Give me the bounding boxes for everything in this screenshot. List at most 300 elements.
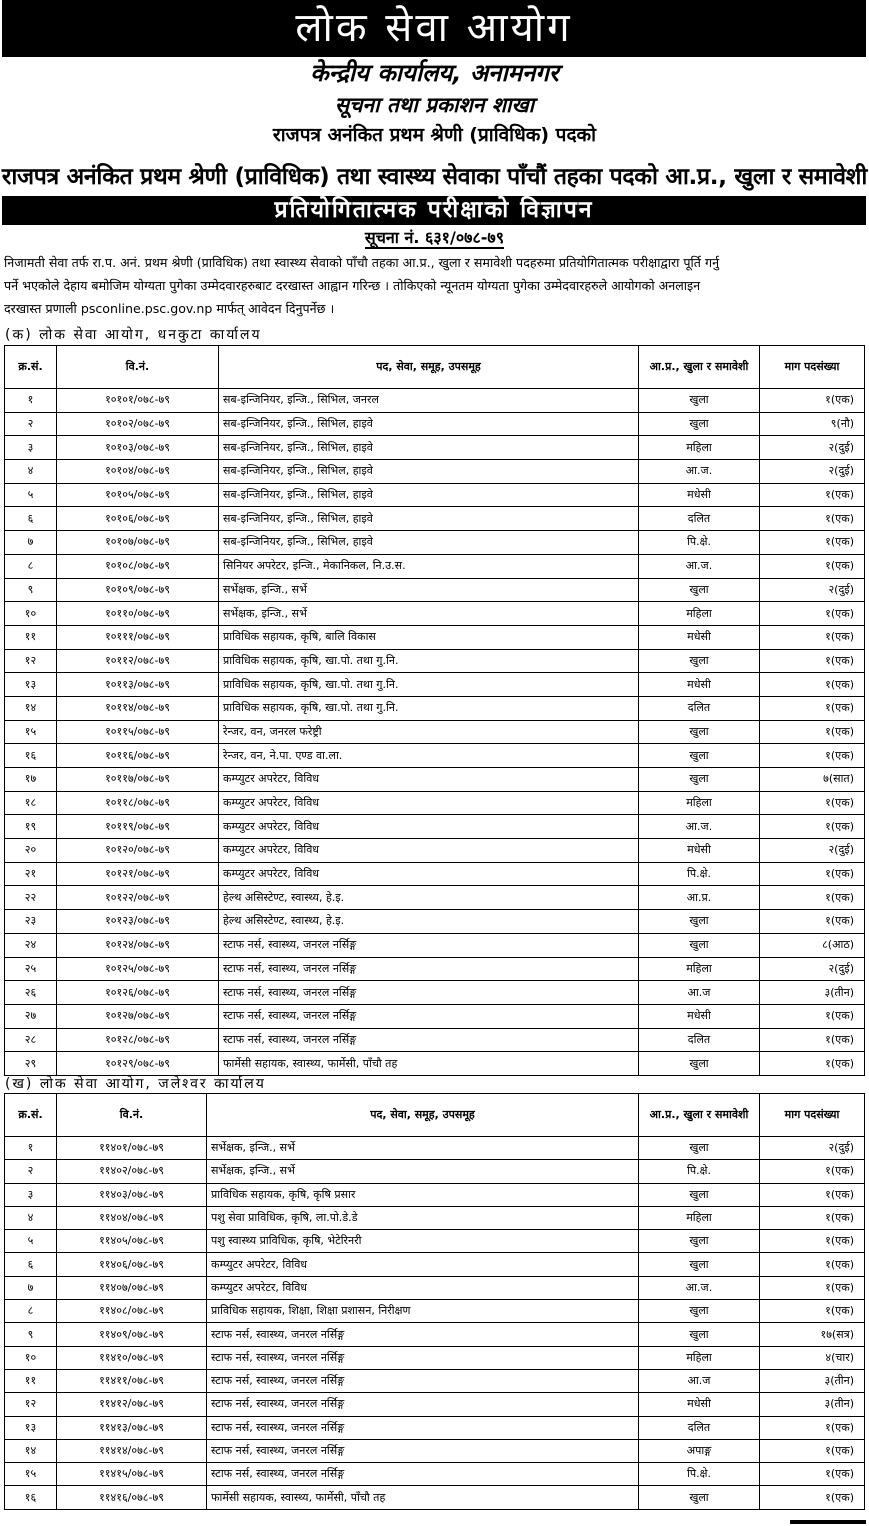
cell-adv-no: ११४१०/०७८-७९	[57, 1346, 207, 1369]
column-header-count: माग पदसंख्या	[760, 1094, 865, 1137]
cell-count: १(एक)	[760, 1276, 865, 1299]
cell-type: आ.ज.	[639, 815, 760, 839]
cell-post: सब-इन्जिनियर, इन्जि., सिभिल, हाइवे	[219, 436, 639, 460]
vacancy-table-jaleshwar	[4, 1093, 865, 1510]
cell-adv-no: ११४१४/०७८-७९	[57, 1439, 207, 1462]
cell-adv-no: ११४०५/०७८-७९	[57, 1230, 207, 1253]
cell-post: कम्प्युटर अपरेटर, विविध	[219, 839, 639, 863]
cell-count: १(एक)	[760, 886, 865, 910]
column-header-adv-no: वि.नं.	[57, 346, 219, 389]
cell-count: १(एक)	[760, 815, 865, 839]
cell-sn: १२	[5, 1393, 57, 1416]
cell-type: खुला	[639, 578, 760, 602]
cell-post: स्टाफ नर्स, स्वास्थ्य, जनरल नर्सिङ्ग	[219, 957, 639, 981]
table-row	[5, 602, 865, 626]
cell-type: आ.ज	[639, 1369, 760, 1392]
cell-adv-no: १०१२६/०७८-७९	[57, 981, 219, 1005]
table-row	[5, 625, 865, 649]
cell-type: मधेसी	[639, 839, 760, 863]
cell-sn: ९	[5, 578, 57, 602]
cell-sn: २५	[5, 957, 57, 981]
cell-post: सब-इन्जिनियर, इन्जि., सिभिल, हाइवे	[219, 507, 639, 531]
cell-count: १(एक)	[760, 720, 865, 744]
cell-adv-no: ११४०३/०७८-७९	[57, 1183, 207, 1206]
cell-adv-no: १०११३/०७८-७९	[57, 673, 219, 697]
column-header-count: माग पदसंख्या	[760, 346, 865, 389]
intro-line-3: दरखास्त प्रणाली psconline.psc.gov.np मार्फत् आवेदन दिनुपर्नेछ ।	[4, 301, 335, 316]
cell-post: प्राविधिक सहायक, कृषि, खा.पो. तथा गु.नि.	[219, 673, 639, 697]
cell-adv-no: ११४११/०७८-७९	[57, 1369, 207, 1392]
cell-sn: २९	[5, 1052, 57, 1076]
column-header-sn: क्र.सं.	[5, 1094, 57, 1137]
table-row	[5, 744, 865, 768]
cell-count: १(एक)	[760, 602, 865, 626]
cell-adv-no: १०११६/०७८-७९	[57, 744, 219, 768]
cell-count: १(एक)	[760, 791, 865, 815]
cell-sn: ११	[5, 1369, 57, 1392]
cell-type: खुला	[639, 1323, 760, 1346]
cell-post: कम्प्युटर अपरेटर, विविध	[219, 768, 639, 792]
cell-post: सब-इन्जिनियर, इन्जि., सिभिल, हाइवे	[219, 483, 639, 507]
cell-adv-no: १०१०३/०७८-७९	[57, 436, 219, 460]
cell-count: १(एक)	[760, 649, 865, 673]
table-row	[5, 1463, 865, 1486]
cell-count: १(एक)	[760, 744, 865, 768]
table-row	[5, 1004, 865, 1028]
table-row	[5, 1346, 865, 1369]
cell-post: हेल्थ असिस्टेण्ट, स्वास्थ्य, हे.इ.	[219, 886, 639, 910]
column-header-type: आ.प्र., खुला र समावेशी	[639, 1094, 760, 1137]
intro-paragraph	[4, 251, 864, 320]
cell-sn: ७	[5, 1276, 57, 1299]
table-body	[5, 389, 865, 1076]
column-header-adv-no: वि.नं.	[57, 1094, 207, 1137]
cell-post: सब-इन्जिनियर, इन्जि., सिभिल, हाइवे	[219, 412, 639, 436]
table-row	[5, 1253, 865, 1276]
table-row	[5, 1369, 865, 1392]
advertisement-headline: राजपत्र अनंकित प्रथम श्रेणी (प्राविधिक) तथा स्वास्थ्य सेवाका पाँचौं तहका पदको आ.प्र., खुला र समावेशी	[1, 164, 868, 190]
cell-count: १(एक)	[760, 1052, 865, 1076]
cell-post: सर्भेक्षक, इन्जि., सर्भे	[219, 578, 639, 602]
table-row	[5, 578, 865, 602]
cell-count: १(एक)	[760, 1206, 865, 1229]
intro-line-2: पर्ने भएकोले देहाय बमोजिम योग्यता पुगेका उम्मेदवारहरुबाट दरखास्त आह्वान गरिन्छ । तोकिएको न्यूनतम योग्यता पुगेका उम्मेदवारहरुले आयोगको अनलाइन	[4, 278, 701, 293]
table-row	[5, 910, 865, 934]
cell-adv-no: ११४०४/०७८-७९	[57, 1206, 207, 1229]
cell-adv-no: १०१०७/०७८-७९	[57, 531, 219, 555]
branch-heading: सूचना तथा प्रकाशन शाखा	[334, 93, 535, 117]
table-row	[5, 1206, 865, 1229]
cell-adv-no: १०११८/०७८-७९	[57, 791, 219, 815]
cell-sn: २८	[5, 1028, 57, 1052]
cell-adv-no: १०१२२/०७८-७९	[57, 886, 219, 910]
column-header-type: आ.प्र., खुला र समावेशी	[639, 346, 760, 389]
table-row	[5, 507, 865, 531]
cell-sn: १९	[5, 815, 57, 839]
cell-adv-no: ११४०१/०७८-७९	[57, 1137, 207, 1160]
table-row	[5, 436, 865, 460]
cell-count: १(एक)	[760, 389, 865, 413]
table-row	[5, 839, 865, 863]
table-row	[5, 531, 865, 555]
cell-adv-no: ११४०२/०७८-७९	[57, 1160, 207, 1183]
cell-sn: ८	[5, 1300, 57, 1323]
table-row	[5, 1137, 865, 1160]
cell-post: सब-इन्जिनियर, इन्जि., सिभिल, हाइवे	[219, 531, 639, 555]
cell-count: १(एक)	[760, 507, 865, 531]
cell-sn: १५	[5, 1463, 57, 1486]
cell-post: प्राविधिक सहायक, कृषि, खा.पो. तथा गु.नि.	[219, 696, 639, 720]
table-row	[5, 886, 865, 910]
cell-count: १(एक)	[760, 1439, 865, 1462]
cell-post: स्टाफ नर्स, स्वास्थ्य, जनरल नर्सिङ्ग	[207, 1416, 639, 1439]
cell-sn: १४	[5, 1439, 57, 1462]
cell-adv-no: १०१२९/०७८-७९	[57, 1052, 219, 1076]
intro-line-1: निजामती सेवा तर्फ रा.प. अनं. प्रथम श्रेणी (प्राविधिक) तथा स्वास्थ्य सेवाको पाँचौ तहका आ.प्र., खुला र समावेशी पदहरुमा प्रतियोगितात्मक परीक्षाद्वारा पूर्ति गर्नु	[4, 255, 720, 270]
cell-type: खुला	[639, 768, 760, 792]
cell-adv-no: १०१२१/०७८-७९	[57, 862, 219, 886]
cell-count: ३(तीन)	[760, 981, 865, 1005]
cell-type: खुला	[639, 412, 760, 436]
cell-type: आ.ज.	[639, 460, 760, 484]
cell-type: खुला	[639, 720, 760, 744]
cell-adv-no: १०१११/०७८-७९	[57, 625, 219, 649]
cell-type: खुला	[639, 1230, 760, 1253]
cell-type: दलित	[639, 696, 760, 720]
cell-post: कम्प्युटर अपरेटर, विविध	[219, 791, 639, 815]
cell-count: १(एक)	[760, 696, 865, 720]
cell-count: १(एक)	[760, 531, 865, 555]
cell-sn: १६	[5, 744, 57, 768]
cell-adv-no: १०१२३/०७८-७९	[57, 910, 219, 934]
cell-count: १(एक)	[760, 483, 865, 507]
cell-sn: २७	[5, 1004, 57, 1028]
cell-post: सर्भेक्षक, इन्जि., सर्भे	[207, 1137, 639, 1160]
cell-type: पि.क्षे.	[639, 1160, 760, 1183]
cell-sn: ५	[5, 1230, 57, 1253]
table-row	[5, 1393, 865, 1416]
cell-count: १(एक)	[760, 1230, 865, 1253]
cell-type: खुला	[639, 910, 760, 934]
cell-adv-no: ११४०८/०७८-७९	[57, 1300, 207, 1323]
cell-type: महिला	[639, 1206, 760, 1229]
table-row	[5, 1160, 865, 1183]
cell-post: स्टाफ नर्स, स्वास्थ्य, जनरल नर्सिङ्ग	[207, 1346, 639, 1369]
cell-type: आ.ज.	[639, 554, 760, 578]
cell-type: दलित	[639, 507, 760, 531]
cell-count: १७(सत्र)	[760, 1323, 865, 1346]
cell-post: प्राविधिक सहायक, कृषि, कृषि प्रसार	[207, 1183, 639, 1206]
cell-sn: १२	[5, 649, 57, 673]
table-row	[5, 862, 865, 886]
cell-type: आ.ज	[639, 981, 760, 1005]
cell-sn: १८	[5, 791, 57, 815]
cell-adv-no: १०१०८/०७८-७९	[57, 554, 219, 578]
table-row	[5, 696, 865, 720]
cell-post: स्टाफ नर्स, स्वास्थ्य, जनरल नर्सिङ्ग	[219, 933, 639, 957]
cell-count: १(एक)	[760, 1160, 865, 1183]
cell-type: दलित	[639, 1028, 760, 1052]
page-edge-mark	[790, 1520, 866, 1524]
cell-count: ३(तीन)	[760, 1369, 865, 1392]
cell-adv-no: १०१०२/०७८-७९	[57, 412, 219, 436]
cell-type: मधेसी	[639, 1004, 760, 1028]
cell-post: फार्मेसी सहायक, स्वास्थ्य, फार्मेसी, पाँचौ तह	[207, 1486, 639, 1509]
cell-post: प्राविधिक सहायक, शिक्षा, शिक्षा प्रशासन, निरीक्षण	[207, 1300, 639, 1323]
column-header-post: पद, सेवा, समूह, उपसमूह	[219, 346, 639, 389]
cell-sn: २	[5, 1160, 57, 1183]
table-row	[5, 1486, 865, 1509]
cell-type: महिला	[639, 957, 760, 981]
cell-count: १(एक)	[760, 1300, 865, 1323]
cell-count: १(एक)	[760, 910, 865, 934]
cell-type: खुला	[639, 1300, 760, 1323]
table-row	[5, 649, 865, 673]
cell-sn: ७	[5, 531, 57, 555]
table-row	[5, 1028, 865, 1052]
cell-post: स्टाफ नर्स, स्वास्थ्य, जनरल नर्सिङ्ग	[219, 1028, 639, 1052]
cell-type: खुला	[639, 649, 760, 673]
office-heading-dhankuta: (क) लोक सेवा आयोग, धनकुटा कार्यालय	[5, 327, 262, 343]
cell-adv-no: १०११५/०७८-७९	[57, 720, 219, 744]
cell-post: रेन्जर, वन, जनरल फरेष्ट्री	[219, 720, 639, 744]
cell-count: ४(चार)	[760, 1346, 865, 1369]
cell-adv-no: ११४१५/०७८-७९	[57, 1463, 207, 1486]
cell-type: खुला	[639, 1486, 760, 1509]
cell-sn: २४	[5, 933, 57, 957]
cell-post: सर्भेक्षक, इन्जि., सर्भे	[219, 602, 639, 626]
cell-count: १(एक)	[760, 625, 865, 649]
cell-type: पि.क्षे.	[639, 1463, 760, 1486]
cell-count: २(दुई)	[760, 839, 865, 863]
cell-post: कम्प्युटर अपरेटर, विविध	[207, 1276, 639, 1299]
cell-post: स्टाफ नर्स, स्वास्थ्य, जनरल नर्सिङ्ग	[219, 1004, 639, 1028]
cell-post: कम्प्युटर अपरेटर, विविध	[219, 815, 639, 839]
cell-count: २(दुई)	[760, 1137, 865, 1160]
cell-post: सिनियर अपरेटर, इन्जि., मेकानिकल, नि.उ.स.	[219, 554, 639, 578]
table-row	[5, 1230, 865, 1253]
cell-sn: ४	[5, 460, 57, 484]
cell-type: खुला	[639, 744, 760, 768]
cell-type: महिला	[639, 1346, 760, 1369]
cell-type: मधेसी	[639, 673, 760, 697]
table-row	[5, 412, 865, 436]
cell-post: कम्प्युटर अपरेटर, विविध	[207, 1253, 639, 1276]
cell-adv-no: १०११४/०७८-७९	[57, 696, 219, 720]
table-row	[5, 957, 865, 981]
cell-post: सब-इन्जिनियर, इन्जि., सिभिल, हाइवे	[219, 460, 639, 484]
cell-adv-no: १०१०४/०७८-७९	[57, 460, 219, 484]
cell-type: खुला	[639, 1137, 760, 1160]
cell-count: १(एक)	[760, 1028, 865, 1052]
cell-count: ९(नौ)	[760, 412, 865, 436]
cell-count: १(एक)	[760, 1486, 865, 1509]
office-heading-jaleshwar: (ख) लोक सेवा आयोग, जलेश्वर कार्यालय	[5, 1076, 266, 1092]
table-row	[5, 673, 865, 697]
post-category-heading: राजपत्र अनंकित प्रथम श्रेणी (प्राविधिक) पदको	[272, 124, 597, 146]
cell-adv-no: १०११७/०७८-७९	[57, 768, 219, 792]
cell-sn: १०	[5, 602, 57, 626]
cell-adv-no: १०१०१/०७८-७९	[57, 389, 219, 413]
cell-type: आ.ज.	[639, 1276, 760, 1299]
cell-sn: १	[5, 389, 57, 413]
cell-sn: ३	[5, 1183, 57, 1206]
cell-adv-no: १०१२४/०७८-७९	[57, 933, 219, 957]
cell-sn: २१	[5, 862, 57, 886]
vacancy-table-dhankuta	[4, 345, 865, 1076]
cell-sn: ६	[5, 507, 57, 531]
cell-sn: २६	[5, 981, 57, 1005]
table-row	[5, 1300, 865, 1323]
cell-adv-no: १०११९/०७८-७९	[57, 815, 219, 839]
cell-adv-no: १०१२८/०७८-७९	[57, 1028, 219, 1052]
cell-sn: १४	[5, 696, 57, 720]
central-office-heading: केन्द्रीय कार्यालय, अनामनगर	[310, 59, 559, 87]
notice-number	[0, 227, 869, 249]
cell-adv-no: ११४१२/०७८-७९	[57, 1393, 207, 1416]
cell-adv-no: १०१०५/०७८-७९	[57, 483, 219, 507]
cell-count: १(एक)	[760, 554, 865, 578]
cell-sn: २०	[5, 839, 57, 863]
table-row	[5, 1323, 865, 1346]
table-row	[5, 389, 865, 413]
cell-sn: १६	[5, 1486, 57, 1509]
cell-adv-no: १०१०६/०७८-७९	[57, 507, 219, 531]
cell-sn: १	[5, 1137, 57, 1160]
exam-advertisement-banner: प्रतियोगितात्मक परीक्षाको विज्ञापन	[2, 196, 866, 225]
cell-adv-no: १०१२०/०७८-७९	[57, 839, 219, 863]
cell-count: ७(सात)	[760, 768, 865, 792]
cell-post: स्टाफ नर्स, स्वास्थ्य, जनरल नर्सिङ्ग	[207, 1463, 639, 1486]
cell-count: २(दुई)	[760, 578, 865, 602]
cell-count: १(एक)	[760, 673, 865, 697]
cell-post: पशु सेवा प्राविधिक, कृषि, ला.पो.डे.डे	[207, 1206, 639, 1229]
cell-sn: ६	[5, 1253, 57, 1276]
table-row	[5, 981, 865, 1005]
table-row	[5, 483, 865, 507]
table-row	[5, 1416, 865, 1439]
cell-count: १(एक)	[760, 1183, 865, 1206]
cell-adv-no: ११४१३/०७८-७९	[57, 1416, 207, 1439]
cell-sn: १३	[5, 673, 57, 697]
cell-sn: १०	[5, 1346, 57, 1369]
cell-type: महिला	[639, 436, 760, 460]
table-row	[5, 1276, 865, 1299]
commission-title-banner: लोक सेवा आयोग	[2, 0, 866, 57]
cell-adv-no: ११४१६/०७८-७९	[57, 1486, 207, 1509]
cell-post: रेन्जर, वन, ने.पा. एण्ड वा.ला.	[219, 744, 639, 768]
cell-adv-no: १०१२५/०७८-७९	[57, 957, 219, 981]
cell-adv-no: १०१०९/०७८-७९	[57, 578, 219, 602]
cell-sn: ४	[5, 1206, 57, 1229]
column-header-post: पद, सेवा, समूह, उपसमूह	[207, 1094, 639, 1137]
table-row	[5, 1052, 865, 1076]
cell-type: आ.प्र.	[639, 886, 760, 910]
cell-post: सब-इन्जिनियर, इन्जि., सिभिल, जनरल	[219, 389, 639, 413]
column-header-sn: क्र.सं.	[5, 346, 57, 389]
cell-type: पि.क्षे.	[639, 531, 760, 555]
cell-sn: ११	[5, 625, 57, 649]
cell-post: कम्प्युटर अपरेटर, विविध	[219, 862, 639, 886]
cell-count: १(एक)	[760, 862, 865, 886]
cell-sn: २३	[5, 910, 57, 934]
cell-count: १(एक)	[760, 1004, 865, 1028]
cell-sn: ९	[5, 1323, 57, 1346]
cell-post: स्टाफ नर्स, स्वास्थ्य, जनरल नर्सिङ्ग	[207, 1439, 639, 1462]
cell-sn: २	[5, 412, 57, 436]
cell-type: महिला	[639, 602, 760, 626]
cell-post: स्टाफ नर्स, स्वास्थ्य, जनरल नर्सिङ्ग	[207, 1369, 639, 1392]
cell-type: महिला	[639, 791, 760, 815]
cell-type: खुला	[639, 389, 760, 413]
cell-post: हेल्थ असिस्टेण्ट, स्वास्थ्य, हे.इ.	[219, 910, 639, 934]
cell-sn: ३	[5, 436, 57, 460]
cell-sn: १७	[5, 768, 57, 792]
table-row	[5, 1439, 865, 1462]
notice-number-text: सूचना नं. ६३१/०७८-७९	[364, 228, 505, 247]
cell-post: फार्मेसी सहायक, स्वास्थ्य, फार्मेसी, पाँचौ तह	[219, 1052, 639, 1076]
cell-type: अपाङ्ग	[639, 1439, 760, 1462]
table-row	[5, 933, 865, 957]
cell-type: खुला	[639, 1253, 760, 1276]
cell-sn: ८	[5, 554, 57, 578]
cell-post: सर्भेक्षक, इन्जि., सर्भे	[207, 1160, 639, 1183]
cell-post: स्टाफ नर्स, स्वास्थ्य, जनरल नर्सिङ्ग	[219, 981, 639, 1005]
table-header-row	[5, 346, 865, 389]
cell-type: खुला	[639, 1052, 760, 1076]
cell-type: खुला	[639, 933, 760, 957]
cell-sn: १५	[5, 720, 57, 744]
cell-adv-no: १०१२७/०७८-७९	[57, 1004, 219, 1028]
cell-post: प्राविधिक सहायक, कृषि, बालि विकास	[219, 625, 639, 649]
table-row	[5, 1183, 865, 1206]
cell-sn: ५	[5, 483, 57, 507]
cell-count: २(दुई)	[760, 460, 865, 484]
cell-count: ३(तीन)	[760, 1393, 865, 1416]
cell-count: १(एक)	[760, 1463, 865, 1486]
table-row	[5, 768, 865, 792]
cell-post: पशु स्वास्थ्य प्राविधिक, कृषि, भेटेरिनरी	[207, 1230, 639, 1253]
table-row	[5, 554, 865, 578]
cell-adv-no: ११४०९/०७८-७९	[57, 1323, 207, 1346]
cell-post: प्राविधिक सहायक, कृषि, खा.पो. तथा गु.नि.	[219, 649, 639, 673]
cell-type: मधेसी	[639, 625, 760, 649]
cell-count: १(एक)	[760, 1253, 865, 1276]
cell-count: २(दुई)	[760, 436, 865, 460]
cell-adv-no: ११४०७/०७८-७९	[57, 1276, 207, 1299]
table-row	[5, 720, 865, 744]
table-row	[5, 815, 865, 839]
table-body	[5, 1137, 865, 1510]
cell-sn: २२	[5, 886, 57, 910]
cell-sn: १३	[5, 1416, 57, 1439]
table-row	[5, 460, 865, 484]
cell-post: स्टाफ नर्स, स्वास्थ्य, जनरल नर्सिङ्ग	[207, 1393, 639, 1416]
cell-adv-no: १०११०/०७८-७९	[57, 602, 219, 626]
cell-adv-no: १०११२/०७८-७९	[57, 649, 219, 673]
cell-type: मधेसी	[639, 1393, 760, 1416]
cell-type: दलित	[639, 1416, 760, 1439]
cell-adv-no: ११४०६/०७८-७९	[57, 1253, 207, 1276]
cell-type: मधेसी	[639, 483, 760, 507]
cell-count: २(दुई)	[760, 957, 865, 981]
table-row	[5, 791, 865, 815]
cell-count: १(एक)	[760, 1416, 865, 1439]
cell-type: पि.क्षे.	[639, 862, 760, 886]
cell-count: ८(आठ)	[760, 933, 865, 957]
cell-post: स्टाफ नर्स, स्वास्थ्य, जनरल नर्सिङ्ग	[207, 1323, 639, 1346]
cell-type: खुला	[639, 1183, 760, 1206]
